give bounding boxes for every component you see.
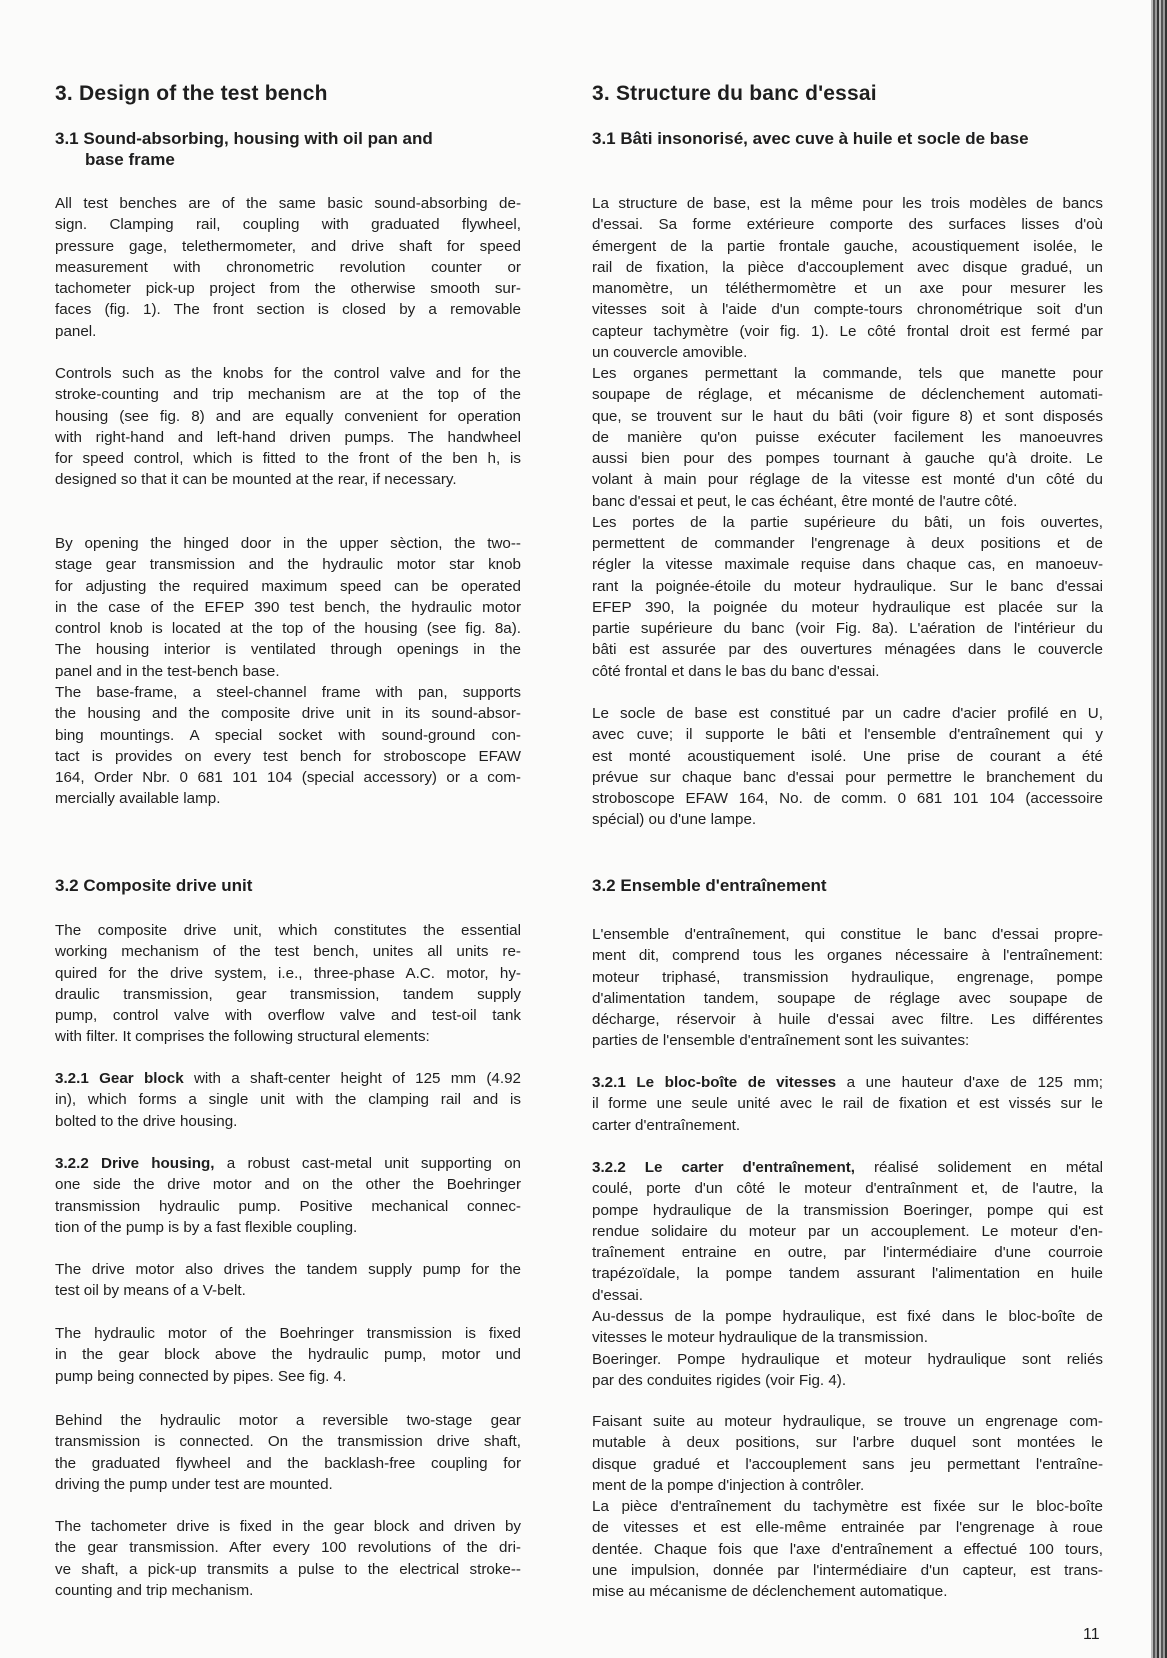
text-line — [55, 1431, 521, 1452]
text-line — [55, 767, 521, 788]
line-text: EFEP 390, la poignée du moteur hydraulique est placée sur la — [592, 598, 1103, 616]
text-line — [592, 299, 1103, 320]
line-text: By opening the hinged door in the upper sèction, the two-- — [55, 535, 521, 552]
line-text: rant la poignée-étoile du moteur hydraulique. Sur le banc d'essai — [592, 577, 1103, 595]
text-line — [592, 363, 1103, 384]
paragraph — [55, 1323, 521, 1387]
text-line — [592, 576, 1103, 597]
paragraph — [55, 920, 521, 1048]
line-text: volant à main pour réglage de la vitesse est monté d'un côté du — [592, 471, 1103, 489]
line-text: transmission is connected. On the transmission drive shaft, — [55, 1433, 521, 1451]
lead-in-bold: 3.2.2 Le carter d'entraînement, — [592, 1159, 856, 1176]
text-line — [592, 1030, 1103, 1051]
line-text: L'ensemble d'entraînement, qui constitue le banc d'essai propre- — [592, 926, 1103, 943]
line-text: réalisé solidement en métal — [855, 1159, 1103, 1176]
line-text: panel and in the test-bench base. — [55, 662, 280, 680]
text-line — [55, 554, 521, 575]
text-line — [55, 1323, 521, 1344]
line-text: stroboscope EFAW 164, No. de comm. 0 681 101 104 (accessoire — [592, 790, 1103, 807]
subsection-3-2-heading-fr: 3.2 Ensemble d'entraînement — [592, 876, 827, 895]
text-line — [55, 639, 521, 660]
paragraph — [592, 363, 1103, 512]
text-line — [55, 1068, 521, 1089]
paragraph — [55, 1410, 521, 1495]
text-line — [592, 1560, 1103, 1581]
line-text: partie supérieure du banc (voir Fig. 8a). L'aération de l'intérieur du — [592, 620, 1103, 637]
heading-line: 3.1 Sound-absorbing, housing with oil pan and — [55, 129, 433, 148]
line-text: tachometer pick-up project from the otherwise smooth sur- — [55, 280, 521, 297]
line-text: pump, control valve with overflow valve and test-oil tank — [55, 1007, 521, 1024]
paragraph — [592, 703, 1103, 831]
text-line — [592, 533, 1103, 554]
text-line — [55, 1089, 521, 1110]
text-line — [592, 1242, 1103, 1263]
text-line — [55, 920, 521, 941]
text-line — [55, 725, 521, 746]
line-text: stage gear transmission and the hydraulic motor star knob — [55, 556, 521, 574]
text-line — [55, 682, 521, 703]
text-line — [55, 406, 521, 427]
text-line — [592, 427, 1103, 448]
line-text: with a shaft-center height of 125 mm (4.92 — [183, 1070, 521, 1087]
line-text: ve shaft, a pick-up transmits a pulse to the electrical stroke-- — [55, 1560, 521, 1578]
line-text: manomètre, un téléthermomètre et un axe pour mesurer les — [592, 280, 1103, 297]
line-text: parties de l'ensemble d'entraînement sont les suivantes: — [592, 1032, 970, 1050]
paragraph — [592, 1411, 1103, 1496]
text-line — [55, 597, 521, 618]
line-text: Faisant suite au moteur hydraulique, se trouve un engrenage com- — [592, 1413, 1103, 1430]
text-line — [592, 724, 1103, 745]
text-line — [55, 1026, 521, 1047]
line-text: tion of the pump is by a fast flexible coupling. — [55, 1218, 358, 1236]
paragraph-group — [592, 1306, 1103, 1391]
line-text: que, se trouvent sur le haut du bâti (voir figure 8) et sont disposés — [592, 407, 1103, 425]
text-line — [592, 639, 1103, 660]
text-line — [55, 1280, 521, 1301]
text-line — [55, 1259, 521, 1280]
line-text: il forme une seule unité avec le rail de fixation et est vissés sur le — [592, 1095, 1103, 1113]
paragraph — [592, 1349, 1103, 1392]
text-line — [592, 945, 1103, 966]
line-text: stroke-counting and trip mechanism are at the top of the — [55, 386, 521, 404]
text-line — [592, 809, 1103, 830]
text-line — [55, 321, 521, 342]
text-line — [592, 1285, 1103, 1306]
text-line — [592, 1093, 1103, 1114]
text-line — [592, 214, 1103, 235]
paragraph — [55, 1516, 521, 1601]
text-line — [55, 1344, 521, 1365]
text-line — [55, 384, 521, 405]
text-line — [55, 1153, 521, 1174]
line-text: The housing interior is ventilated through openings in the — [55, 641, 521, 659]
line-text: working mechanism of the test bench, unites all units re- — [55, 943, 521, 961]
text-line — [592, 1157, 1103, 1178]
text-line — [592, 1581, 1103, 1602]
line-text: counting and trip mechanism. — [55, 1581, 254, 1599]
text-line — [55, 1559, 521, 1580]
lead-in-bold: 3.2.1 Le bloc-boîte de vitesses — [592, 1074, 837, 1091]
line-text: avec cuve; il supporte le bâti et l'ensemble d'entraînement qui y — [592, 726, 1103, 744]
text-line — [592, 491, 1103, 512]
line-text: ment de la pompe d'injection à contrôler. — [592, 1476, 865, 1494]
text-line — [592, 1327, 1103, 1348]
line-text: rail de fixation, la pièce d'accouplement avec disque gradué, un — [592, 258, 1103, 276]
text-line — [55, 448, 521, 469]
text-line — [592, 967, 1103, 988]
text-line — [592, 1221, 1103, 1242]
text-line — [592, 1009, 1103, 1030]
paragraph — [55, 1259, 521, 1302]
text-line — [592, 1411, 1103, 1432]
paragraph-group — [592, 193, 1103, 682]
text-line — [592, 597, 1103, 618]
line-text: émergent de la partie frontale gauche, acoustiquement isolée, le — [592, 237, 1103, 255]
text-line — [55, 1474, 521, 1495]
line-text: transmission hydraulic pump. Positive mechanical connec- — [55, 1197, 521, 1215]
line-text: tact is provides on every test bench for stroboscope EFAW — [55, 747, 521, 765]
line-text: one side the drive motor and on the other the Boehringer — [55, 1176, 521, 1194]
text-line — [592, 469, 1103, 490]
line-text: bing mountings. A special socket with sound-ground con- — [55, 726, 521, 744]
line-text: vitesses le moteur hydraulique de la transmission. — [592, 1329, 928, 1347]
line-text: La structure de base, est la même pour les trois modèles de bancs — [592, 195, 1103, 212]
line-text: spécial) ou d'une lampe. — [592, 811, 757, 829]
line-text: prévue sur chaque banc d'essai pour permettre le branchement du — [592, 768, 1103, 786]
text-line — [592, 278, 1103, 299]
text-line — [55, 363, 521, 384]
line-text: a une hauteur d'axe de 125 mm; — [836, 1074, 1103, 1091]
text-line — [55, 1217, 521, 1238]
line-text: The composite drive unit, which constitutes the essential — [55, 922, 521, 939]
text-line — [592, 406, 1103, 427]
line-text: designed so that it can be mounted at the rear, if necessary. — [55, 471, 457, 489]
text-line — [55, 576, 521, 597]
line-text: The base-frame, a steel-channel frame with pan, supports — [55, 684, 521, 701]
line-text: Les portes de la partie supérieure du bâti, un fois ouvertes, — [592, 513, 1103, 531]
text-line — [55, 1005, 521, 1026]
text-line — [592, 1454, 1103, 1475]
paragraph — [592, 924, 1103, 1052]
line-text: draulic transmission, gear transmission, tandem supply — [55, 985, 521, 1003]
line-text: in), which forms a single unit with the clamping rail and is — [55, 1091, 521, 1109]
line-text: rendue solidaire du moteur par un accouplement. Le moteur d'en- — [592, 1222, 1103, 1240]
section-title-fr: 3. Structure du banc d'essai — [592, 82, 877, 105]
line-text: The hydraulic motor of the Boehringer transmission is fixed — [55, 1325, 521, 1342]
line-text: vitesses soit à l'aide d'un compte-tours chronométrique soit d'un — [592, 301, 1103, 319]
line-text: carter d'entraînement. — [592, 1116, 741, 1134]
text-line — [55, 618, 521, 639]
text-line — [55, 963, 521, 984]
text-line — [592, 1349, 1103, 1370]
line-text: a robust cast-metal unit supporting on — [214, 1155, 521, 1172]
line-text: panel. — [55, 322, 97, 340]
text-line — [55, 788, 521, 809]
line-text: aussi bien pour des pompes tournant à gauche qu'à droite. Le — [592, 450, 1103, 467]
line-text: moteur triphasé, transmission hydraulique, engrenage, pompe — [592, 968, 1103, 986]
text-line — [55, 427, 521, 448]
text-line — [55, 1516, 521, 1537]
line-text: quired for the drive system, i.e., three-phase A.C. motor, hy- — [55, 964, 521, 982]
text-line — [55, 214, 521, 235]
line-text: un couvercle amovible. — [592, 343, 748, 361]
heading-line: base frame — [85, 150, 175, 169]
paragraph-group — [592, 1411, 1103, 1602]
line-text: All test benches are of the same basic sound-absorbing de- — [55, 195, 521, 212]
text-line — [55, 1453, 521, 1474]
line-text: Le socle de base est constitué par un cadre d'acier profilé en U, — [592, 705, 1103, 722]
paragraph — [55, 533, 521, 682]
line-text: d'essai. Sa forme extérieure comporte des surfaces lisses d'où — [592, 216, 1103, 234]
paragraph-drive-housing — [55, 1153, 521, 1238]
text-line — [592, 1539, 1103, 1560]
line-text: the gear transmission. After every 100 revolutions of the dri- — [55, 1539, 521, 1557]
text-line — [592, 512, 1103, 533]
line-text: d'essai. — [592, 1286, 644, 1304]
line-text: côté frontal et dans le bas du banc d'essai. — [592, 662, 880, 680]
paragraph-gear-block — [55, 1068, 521, 1132]
line-text: control knob is located at the top of the housing (see fig. 8a). — [55, 620, 521, 637]
line-text: trapézoïdale, la pompe tandem assurant l'alimentation en huile — [592, 1265, 1103, 1283]
paragraph — [592, 193, 1103, 363]
subsection-3-2-heading-en: 3.2 Composite drive unit — [55, 876, 253, 895]
text-line — [55, 941, 521, 962]
text-line — [592, 1178, 1103, 1199]
line-text: measurement with chronometric revolution counter or — [55, 258, 521, 276]
line-text: Boeringer. Pompe hydraulique et moteur hydraulique sont reliés — [592, 1350, 1103, 1368]
lead-in-bold: 3.2.2 Drive housing, — [55, 1155, 215, 1172]
lead-in-bold: 3.2.1 Gear block — [55, 1070, 184, 1087]
text-line — [592, 1072, 1103, 1093]
paragraph-carter — [592, 1157, 1103, 1306]
text-line — [592, 1115, 1103, 1136]
line-text: in the case of the EFEP 390 test bench, the hydraulic motor — [55, 598, 521, 616]
paragraph — [55, 193, 521, 342]
text-line — [55, 236, 521, 257]
line-text: the housing and the composite drive unit in its sound-absor- — [55, 705, 521, 723]
text-line — [55, 1366, 521, 1387]
text-line — [592, 1306, 1103, 1327]
line-text: soupape de réglage, et mécanisme de déclenchement automati- — [592, 386, 1103, 404]
line-text: Behind the hydraulic motor a reversible two-stage gear — [55, 1412, 521, 1429]
text-line — [592, 321, 1103, 342]
text-line — [55, 278, 521, 299]
text-line — [592, 788, 1103, 809]
text-line — [592, 988, 1103, 1009]
paragraph-bloc-boite — [592, 1072, 1103, 1136]
text-line — [592, 703, 1103, 724]
text-line — [55, 469, 521, 490]
text-line — [592, 746, 1103, 767]
line-text: with right-hand and left-hand driven pumps. The handwheel — [55, 428, 521, 446]
line-text: The tachometer drive is fixed in the gear block and driven by — [55, 1518, 521, 1535]
page-number: 11 — [1083, 1626, 1100, 1643]
text-line — [55, 299, 521, 320]
line-text: de manière qu'on puisse exécuter facilement les manoeuvres — [592, 428, 1103, 446]
scan-binding-edge — [1151, 0, 1167, 1658]
paragraph — [55, 363, 521, 491]
text-line — [55, 1174, 521, 1195]
paragraph — [55, 682, 521, 810]
paragraph — [592, 1306, 1103, 1349]
line-text: bâti est assurée par des ouvertures ménagées dans le couvercle — [592, 641, 1103, 659]
line-text: Au-dessus de la pompe hydraulique, est fixé dans le bloc-boîte de — [592, 1308, 1103, 1325]
text-line — [592, 767, 1103, 788]
section-title-en: 3. Design of the test bench — [55, 82, 328, 105]
text-line — [55, 1196, 521, 1217]
line-text: par des conduites rigides (voir Fig. 4). — [592, 1371, 847, 1389]
line-text: de vitesses et est elle-même entrainée par l'engrenage à roue — [592, 1519, 1103, 1537]
text-line — [55, 257, 521, 278]
subsection-3-1-heading-fr: 3.1 Bâti insonorisé, avec cuve à huile et socle de base — [592, 129, 1029, 148]
line-text: permettent de commander l'engrenage à deux positions et de — [592, 535, 1103, 552]
text-line — [592, 924, 1103, 945]
text-line — [592, 661, 1103, 682]
text-line — [55, 1537, 521, 1558]
line-text: banc d'essai et peut, le cas échéant, être monté de l'autre côté. — [592, 492, 1018, 510]
subsection-3-1-heading-en — [55, 128, 521, 170]
line-text: the graduated flywheel and the backlash-free coupling for — [55, 1454, 521, 1472]
text-line — [592, 1432, 1103, 1453]
text-line — [592, 1370, 1103, 1391]
line-text: d'alimentation tandem, soupape de réglage avec soupape de — [592, 989, 1103, 1007]
line-text: mercially available lamp. — [55, 790, 221, 808]
line-text: 164, Order Nbr. 0 681 101 104 (special accessory) or a com- — [55, 769, 521, 786]
text-line — [592, 618, 1103, 639]
paragraph — [592, 512, 1103, 682]
line-text: faces (fig. 1). The front section is closed by a removable — [55, 301, 521, 319]
line-text: mutable à deux positions, sur l'arbre duquel sont montées le — [592, 1434, 1103, 1452]
text-line — [592, 1200, 1103, 1221]
text-line — [55, 746, 521, 767]
line-text: mise au mécanisme de déclenchement automatique. — [592, 1583, 948, 1600]
line-text: bolted to the drive housing. — [55, 1112, 238, 1130]
text-line — [55, 1111, 521, 1132]
text-line — [55, 1580, 521, 1601]
text-line — [55, 533, 521, 554]
text-line — [55, 984, 521, 1005]
line-text: The drive motor also drives the tandem supply pump for the — [55, 1261, 521, 1278]
line-text: disque gradué et l'accouplement sans jeu permettant l'entraîne- — [592, 1455, 1103, 1473]
paragraph — [592, 1496, 1103, 1602]
text-line — [592, 342, 1103, 363]
text-line — [592, 1517, 1103, 1538]
line-text: for speed control, which is fitted to the front of the ben h, is — [55, 450, 521, 467]
text-line — [592, 448, 1103, 469]
text-line — [592, 193, 1103, 214]
line-text: coulé, porte d'un côté le moteur d'entraînment et, de l'autre, la — [592, 1180, 1103, 1198]
line-text: régler la vitesse maximale requise dans chaque cas, en manoeuv- — [592, 556, 1103, 574]
text-line — [55, 193, 521, 214]
line-text: La pièce d'entraînement du tachymètre est fixée sur le bloc-boîte — [592, 1498, 1103, 1515]
line-text: for adjusting the required maximum speed can be operated — [55, 577, 521, 595]
text-line — [55, 703, 521, 724]
line-text: décharge, réservoir à huile d'essai avec filtre. Les différentes — [592, 1011, 1103, 1028]
line-text: pompe hydraulique de la transmission Boeringer, pompe qui est — [592, 1201, 1103, 1219]
line-text: test oil by means of a V-belt. — [55, 1282, 246, 1300]
text-line — [592, 1496, 1103, 1517]
text-line — [592, 257, 1103, 278]
text-line — [592, 1475, 1103, 1496]
line-text: Controls such as the knobs for the control valve and for the — [55, 365, 521, 382]
text-line — [592, 236, 1103, 257]
line-text: in the gear block above the hydraulic pump, motor und — [55, 1346, 521, 1364]
text-line — [55, 661, 521, 682]
text-line — [55, 1410, 521, 1431]
line-text: driving the pump under test are mounted. — [55, 1475, 333, 1493]
text-line — [592, 554, 1103, 575]
line-text: Les organes permettant la commande, tels que manette pour — [592, 365, 1103, 382]
line-text: ment dit, comprend tous les organes nécessaire à l'entraînement: — [592, 947, 1103, 965]
line-text: with filter. It comprises the following structural elements: — [55, 1028, 430, 1046]
line-text: dentée. Chaque fois que l'axe d'entraînement a effectué 100 tours, — [592, 1540, 1103, 1558]
line-text: pressure gage, telethermometer, and drive shaft for speed — [55, 237, 521, 255]
line-text: sign. Clamping rail, coupling with graduated flywheel, — [55, 216, 521, 234]
text-line — [592, 1263, 1103, 1284]
line-text: housing (see fig. 8) and are equally convenient for operation — [55, 407, 521, 425]
text-line — [592, 384, 1103, 405]
line-text: est monté acoustiquement isolé. Une prise de courant a été — [592, 747, 1103, 765]
line-text: pump being connected by pipes. See fig. 4. — [55, 1367, 347, 1385]
line-text: traînement entraine en outre, par l'intermédiaire d'une courroie — [592, 1244, 1103, 1261]
line-text: une impulsion, donnée par l'intermédiaire d'un capteur, est trans- — [592, 1561, 1103, 1579]
line-text: capteur tachymètre (voir fig. 1). Le côté frontal droit est fermé par — [592, 322, 1103, 340]
